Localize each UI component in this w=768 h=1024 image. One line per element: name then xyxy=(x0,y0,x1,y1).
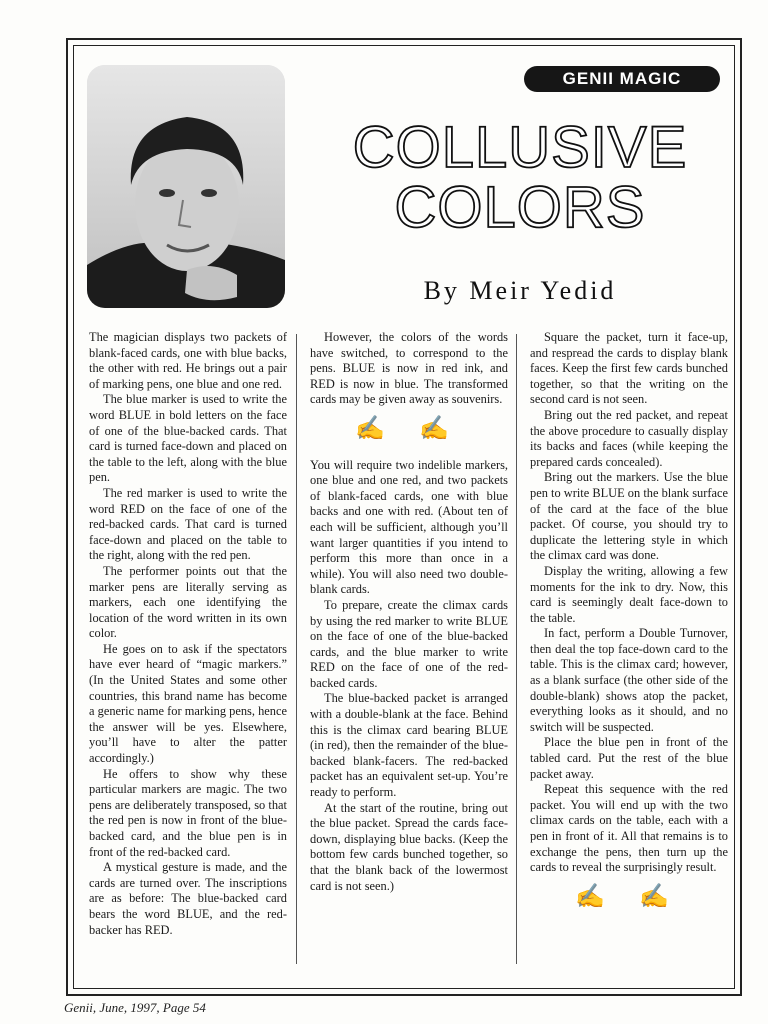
column-divider-2 xyxy=(516,334,517,964)
paragraph: He goes on to ask if the spectators have ever heard of “magic markers.” (In the United States and some other countries, this brand name has become a generic name for marking pens, hence the answer will be yes. Elsewhere, you’ll have to alter the patter accordingly.) xyxy=(89,641,287,766)
paragraph: To prepare, create the climax cards by using the red marker to write BLUE on the face of one of the blue-backed cards, and the blue marker to write RED on the face of one of the red-backed cards. xyxy=(310,597,508,690)
author-photo xyxy=(87,65,285,308)
paragraph: Square the packet, turn it face-up, and respread the cards to display blank faces. Keep the first few cards bunched together, so that the writing on the second card is not seen. xyxy=(530,330,728,407)
paragraph: He offers to show why these particular markers are magic. The two pens are deliberately transposed, so that the red pen is now in front of the blue-backed card, and the blue pen is in front of the red-backed card. xyxy=(89,766,287,859)
text-column-1 xyxy=(89,330,287,938)
column-divider-1 xyxy=(296,334,297,964)
text-column-2 xyxy=(310,330,508,894)
paragraph: The magician displays two packets of blank-faced cards, one with blue backs, the other with red. He brings out a pair of marking pens, one blue and one red. xyxy=(89,330,287,391)
pen-ornament-icon: ✍ ✍ xyxy=(575,883,683,910)
paragraph: The blue-backed packet is arranged with a double-blank at the face. Behind this is the climax card bearing BLUE (in red), then the remainder of the blue-backed blank-facers. The red-backed packet has an equivalent set-up. You’re ready to perform. xyxy=(310,691,508,800)
paragraph: Bring out the markers. Use the blue pen to write BLUE on the blank surface of the card at the face of the blue packet. Of course, you should try to duplicate the lettering style in which the climax card was done. xyxy=(530,470,728,563)
paragraph: Bring out the red packet, and repeat the above procedure to casually display its backs and faces (while keeping the prepared cards concealed). xyxy=(530,407,728,469)
paragraph: In fact, perform a Double Turnover, then deal the top face-down card to the table. This is the climax card; however, as a blank surface (the other side of the double-blank) shows atop the packet, everything looks as it should, and no switch will be suspected. xyxy=(530,626,728,734)
paragraph: You will require two indelible markers, one blue and one red, and two packets of blank-faced cards, one with blue backs and one with red. (About ten of each will be sufficient, although you’ll want larger quantities if you intend to perform this more than once in a while). You will also need two double-blank cards. xyxy=(310,457,508,597)
page-footer: Genii, June, 1997, Page 54 xyxy=(64,1000,206,1015)
paragraph: At the start of the routine, bring out the blue packet. Spread the cards face-down, displaying blue backs. (Keep the bottom few cards bunched together, so that the blank back of the lowermost card is not seen.) xyxy=(310,800,508,893)
pen-ornament-icon: ✍ ✍ xyxy=(355,415,463,442)
section-badge: GENII MAGIC xyxy=(524,66,720,92)
title-line-2: COLORS xyxy=(394,175,646,240)
portrait-image xyxy=(87,65,285,308)
paragraph: Place the blue pen in front of the tabled card. Put the rest of the blue packet away. xyxy=(530,735,728,781)
paragraph: However, the colors of the words have switched, to correspond to the pens. BLUE is now in red ink, and RED is now in blue. The transformed cards may be given away as souvenirs. xyxy=(310,330,508,407)
paragraph: The performer points out that the marker pens are literally serving as markers, each one identifying the location of the word written in its own color. xyxy=(89,563,287,641)
author-byline: By Meir Yedid xyxy=(423,276,617,305)
paragraph: The red marker is used to write the word RED on the face of one of the red-backed cards. That card is turned face-down and placed on the table to the right, along with the red pen. xyxy=(89,485,287,563)
text-column-3 xyxy=(530,330,728,925)
paragraph: Display the writing, allowing a few moments for the ink to dry. Now, this card is seemingly dealt face-down to the table. xyxy=(530,563,728,625)
article-title xyxy=(300,115,740,240)
paragraph: The blue marker is used to write the word BLUE in bold letters on the face of one of the blue-backed cards. That card is turned face-down and placed on the table to the left, along with the blue pen. xyxy=(89,392,287,485)
title-line-1: COLLUSIVE xyxy=(352,115,688,180)
paragraph: A mystical gesture is made, and the cards are turned over. The inscriptions are as before: The blue-backed card bears the word BLUE, and the red-backer has RED. xyxy=(89,860,287,937)
paragraph: Repeat this sequence with the red packet. You will end up with the two climax cards on the table, each with a pen in front of it. All that remains is to exchange the pens, then turn up the cards to reveal the surprisingly result. xyxy=(530,782,728,875)
